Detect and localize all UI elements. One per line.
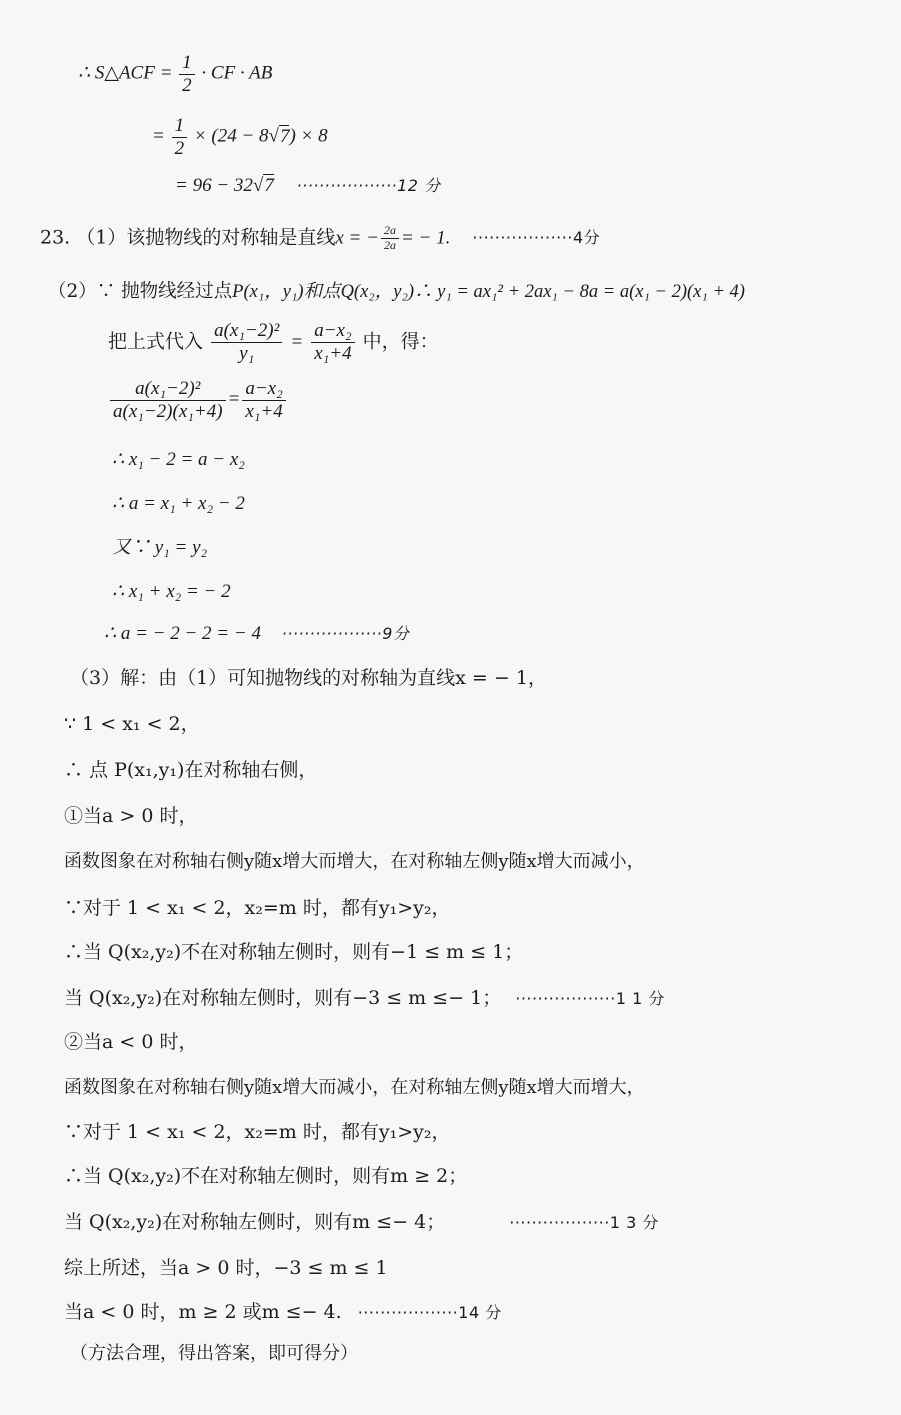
q23-part3-l3: ∴ 点 P(x₁,y₁)在对称轴右侧， xyxy=(64,759,318,781)
q23-part1-text: 23. （1）该抛物线的对称轴是直线 xyxy=(40,226,336,249)
q23-part3-l6: ∵对于 1 < x₁ < 2，x₂=m 时，都有y₁>y₂， xyxy=(64,897,451,919)
big-fraction-3 xyxy=(110,378,226,423)
q23-part1-result: = − 1. xyxy=(400,227,451,249)
q23-part3-l8-line xyxy=(64,988,665,1009)
q23-step1: ∴ x₁ − 2 = a − x₂ xyxy=(112,449,245,470)
half-fraction-den: 2 xyxy=(182,74,192,96)
fraction-equals: = xyxy=(227,388,241,410)
axis-fraction-num: 2a xyxy=(381,224,399,239)
q23-part3-l5: 函数图象在对称轴右侧y随x增大而增大，在对称轴左侧y随x增大而减小， xyxy=(64,851,645,872)
score-14: ··················14 分 xyxy=(357,1303,502,1322)
score-12: ··················12 分 xyxy=(296,176,441,195)
q23-part2-intro-line xyxy=(48,282,745,302)
area-formula-line xyxy=(78,52,272,97)
sqrt-seven-2: 7 xyxy=(264,175,274,196)
area-sub-prefix: = xyxy=(152,125,170,147)
q23-part2-substitute-line xyxy=(108,320,439,365)
q23-step2: ∴ a = x₁ + x₂ − 2 xyxy=(112,493,245,514)
axis-fraction-den: 2a xyxy=(383,237,396,252)
area-formula-rhs: · CF · AB xyxy=(201,62,273,84)
q23-part3-l1: （3）解：由（1）可知抛物线的对称轴为直线x = − 1， xyxy=(70,667,547,689)
half-fraction xyxy=(179,52,195,97)
big-fraction-4-den: x₁+4 xyxy=(245,400,283,422)
q23-part3-l11: ∵对于 1 < x₁ < 2，x₂=m 时，都有y₁>y₂， xyxy=(64,1121,451,1143)
area-sub-part-a: × (24 − 8√ xyxy=(193,125,279,147)
substitute-text: 把上式代入 xyxy=(108,330,204,353)
score-13: ··················1 3 分 xyxy=(509,1213,659,1232)
substitute-frac-1 xyxy=(211,320,282,365)
area-result-line xyxy=(175,176,441,197)
half-fraction-num: 1 xyxy=(179,52,195,75)
half-fraction-2-num: 1 xyxy=(172,115,188,138)
q23-part3-l13: 当 Q(x₂,y₂)在对称轴左侧时，则有m ≤− 4； xyxy=(64,1211,446,1233)
q23-part2-points: P(x₁，y₁)和点Q(x₂，y₂)∴ y₁ = ax₁² + 2ax₁ − 8a = a(x₁ − 2)(x₁ + 4) xyxy=(232,282,745,302)
q23-step3: 又∵ y₁ = y₂ xyxy=(112,537,208,558)
score-11: ··················1 1 分 xyxy=(515,989,665,1008)
substitute-end: 中，得： xyxy=(362,330,439,353)
substitute-frac-1-den: y₁ xyxy=(239,342,255,364)
substitute-frac-2-num: a−x₂ xyxy=(311,320,354,343)
substitute-frac-2 xyxy=(311,320,354,365)
big-fraction-3-den: a(x₁−2)(x₁+4) xyxy=(113,400,223,422)
q23-part1-line xyxy=(40,224,600,253)
big-fraction-3-num: a(x₁−2)² xyxy=(110,378,226,401)
area-formula-lhs: ∴ S△ACF = xyxy=(78,62,178,84)
substitute-frac-2-den: x₁+4 xyxy=(314,342,352,364)
q23-part3-l8: 当 Q(x₂,y₂)在对称轴左侧时，则有−3 ≤ m ≤− 1； xyxy=(64,987,502,1009)
q23-part3-l13-line xyxy=(64,1212,659,1233)
q23-part3-l9: ②当a < 0 时， xyxy=(64,1031,198,1053)
q23-part1-math: x = − xyxy=(335,227,379,249)
q23-part3-l2: ∵ 1 < x₁ < 2， xyxy=(64,713,200,735)
q23-part3-l10: 函数图象在对称轴右侧y随x增大而减小，在对称轴左侧y随x增大而增大， xyxy=(64,1077,645,1098)
sqrt-seven: 7 xyxy=(279,125,290,147)
q23-part3-l15-line xyxy=(64,1302,502,1323)
q23-part3-l14: 综上所述，当a > 0 时，−3 ≤ m ≤ 1 xyxy=(64,1257,388,1279)
substitute-eq: = xyxy=(290,331,304,353)
q23-part2-fraction-eq xyxy=(108,378,288,423)
method-note: （方法合理，得出答案，即可得分） xyxy=(70,1343,358,1364)
area-substitution-line xyxy=(152,115,328,160)
q23-step4: ∴ x₁ + x₂ = − 2 xyxy=(112,581,231,602)
big-fraction-4-num: a−x₂ xyxy=(242,378,285,401)
area-sub-part-b: ) × 8 xyxy=(289,125,328,147)
q23-part3-l4: ①当a > 0 时， xyxy=(64,805,198,827)
score-4: ··················4分 xyxy=(472,228,601,248)
axis-fraction xyxy=(381,224,399,253)
substitute-frac-1-num: a(x₁−2)² xyxy=(211,320,282,343)
half-fraction-2 xyxy=(172,115,188,160)
q23-step5-line xyxy=(104,624,409,645)
area-result: = 96 − 32√ xyxy=(175,175,264,196)
big-fraction-4 xyxy=(242,378,285,423)
score-9: ··················9分 xyxy=(281,624,410,643)
q23-part3-l15: 当a < 0 时，m ≥ 2 或m ≤− 4. xyxy=(64,1301,342,1323)
q23-step5: ∴ a = − 2 − 2 = − 4 xyxy=(104,623,261,644)
q23-part2-intro: （2）∵ 抛物线经过点 xyxy=(48,281,233,302)
q23-part3-l7: ∴当 Q(x₂,y₂)不在对称轴左侧时，则有−1 ≤ m ≤ 1； xyxy=(64,941,524,963)
half-fraction-2-den: 2 xyxy=(174,137,185,159)
q23-part3-l12: ∴当 Q(x₂,y₂)不在对称轴左侧时，则有m ≥ 2； xyxy=(64,1165,468,1187)
